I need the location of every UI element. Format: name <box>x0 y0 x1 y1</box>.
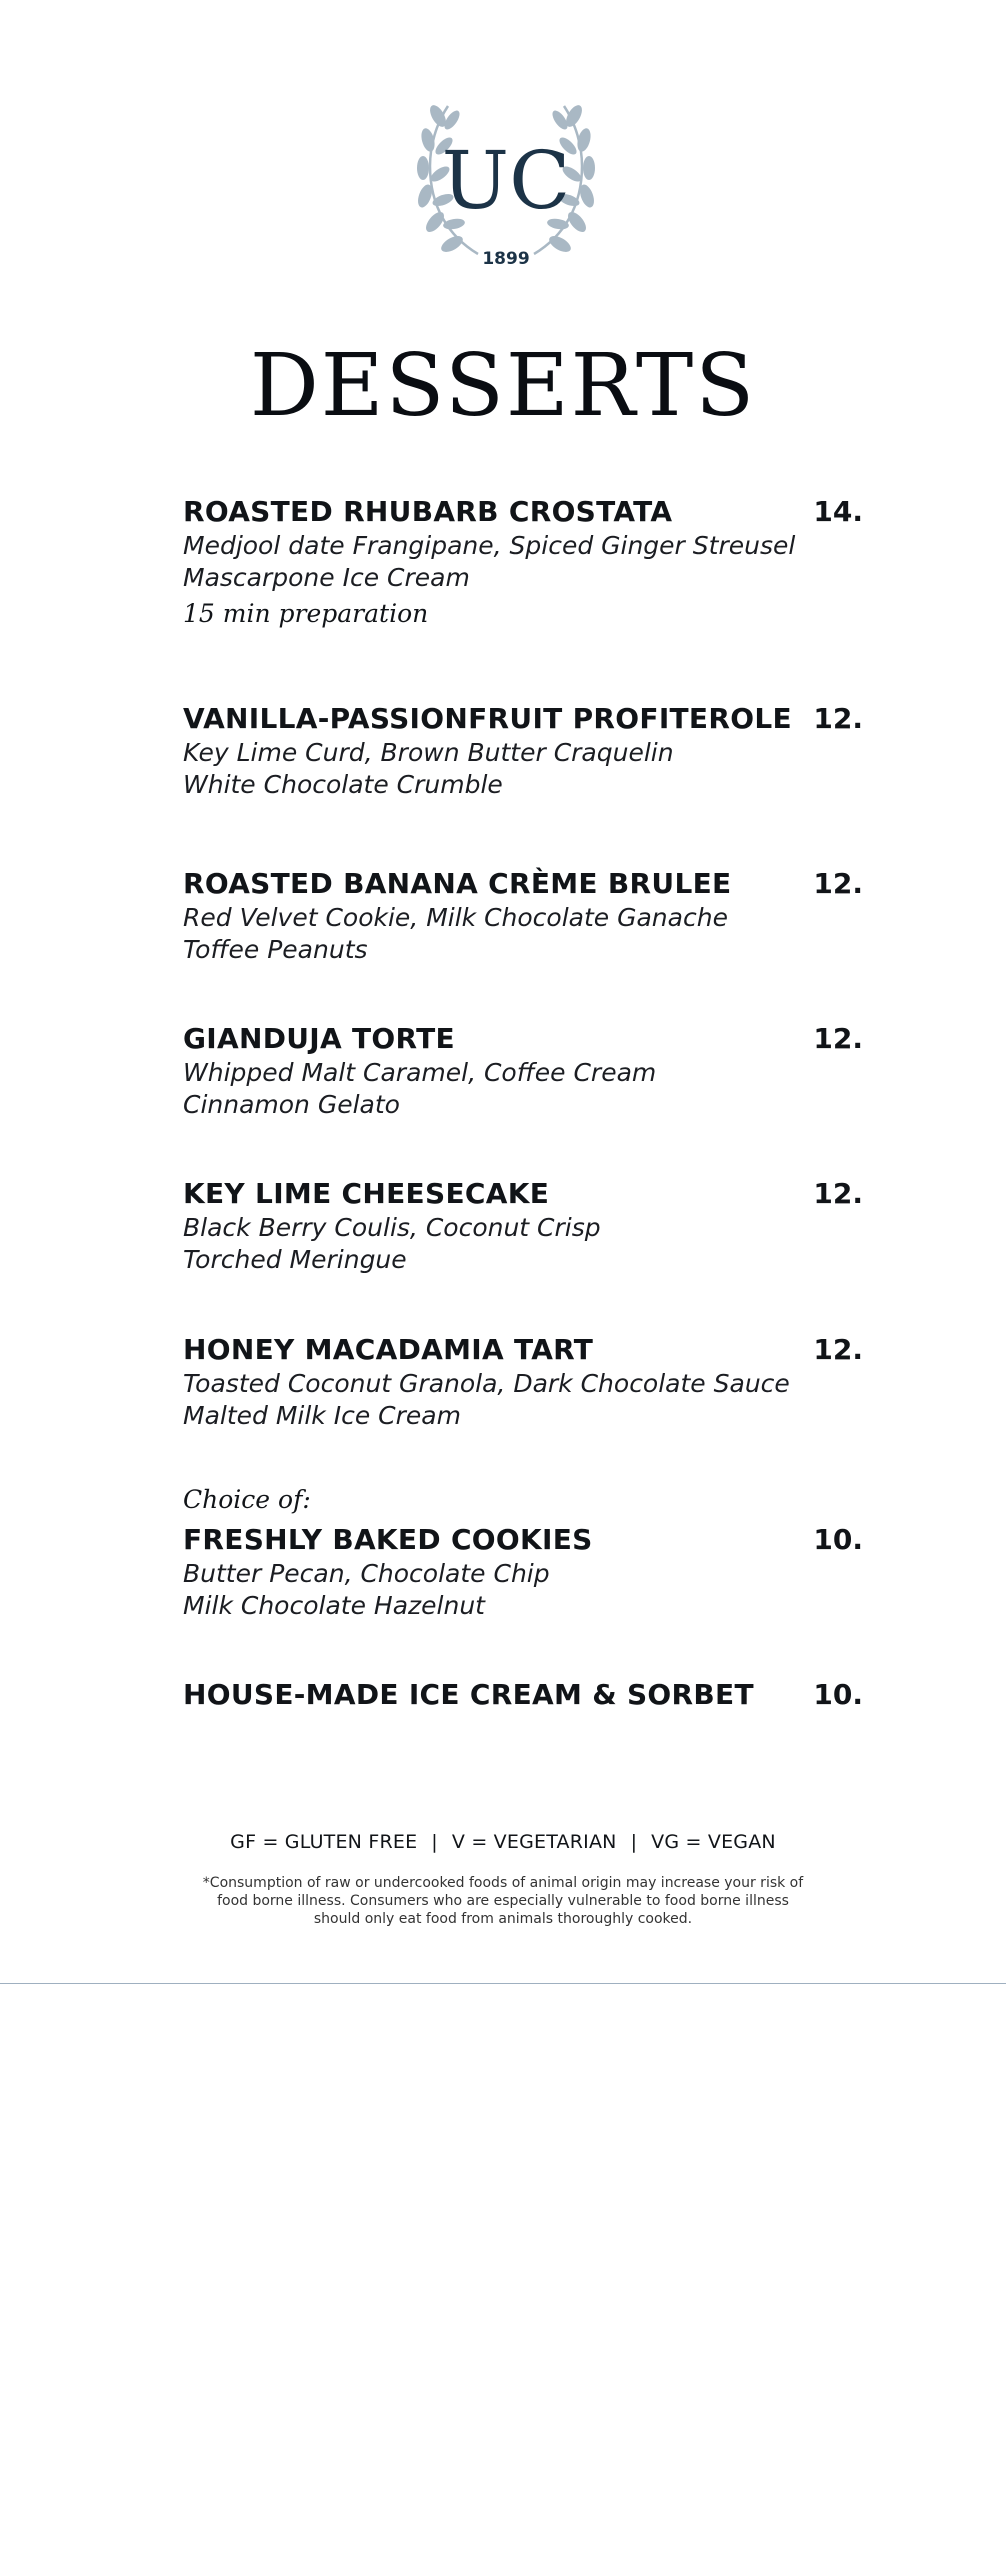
item-description: Butter Pecan, Chocolate Chip <box>183 1559 550 1588</box>
item-price: 12. <box>813 1333 863 1366</box>
food-safety-disclaimer: *Consumption of raw or undercooked foods of animal origin may increase your risk of food borne illness. Consumers who are especially vulnerable to food borne illness should only eat food from animals thoroughly cooked. <box>202 1875 804 1927</box>
laurel-wreath-logo <box>408 96 604 276</box>
item-description: Black Berry Coulis, Coconut Crisp <box>183 1213 601 1242</box>
item-description: Key Lime Curd, Brown Butter Craquelin <box>183 738 674 767</box>
item-price: 10. <box>813 1678 863 1711</box>
legend-separator: | <box>431 1831 438 1853</box>
item-description: Red Velvet Cookie, Milk Chocolate Ganache <box>183 903 728 932</box>
item-name: KEY LIME CHEESECAKE <box>183 1177 550 1210</box>
choice-label: Choice of: <box>183 1485 311 1514</box>
legend-v: V = VEGETARIAN <box>451 1831 617 1853</box>
item-name: VANILLA-PASSIONFRUIT PROFITEROLE <box>183 702 792 735</box>
item-price: 14. <box>813 495 863 528</box>
item-name: HONEY MACADAMIA TART <box>183 1333 594 1366</box>
item-description: Cinnamon Gelato <box>183 1090 400 1119</box>
item-name: GIANDUJA TORTE <box>183 1022 455 1055</box>
page-title: DESSERTS <box>249 336 757 436</box>
menu-item <box>183 1522 863 1622</box>
item-description: Mascarpone Ice Cream <box>183 563 470 592</box>
item-price: 12. <box>813 1022 863 1055</box>
menu-item <box>183 866 863 966</box>
menu-item <box>183 701 863 801</box>
item-description: Malted Milk Ice Cream <box>183 1401 461 1430</box>
monogram: UC <box>441 134 571 227</box>
divider-line <box>0 1983 1006 1984</box>
item-price: 12. <box>813 867 863 900</box>
item-price: 12. <box>813 702 863 735</box>
dietary-legend <box>0 1828 1006 1856</box>
logo <box>408 96 604 276</box>
item-name: HOUSE-MADE ICE CREAM & SORBET <box>183 1678 754 1711</box>
menu-item <box>183 1332 863 1432</box>
item-description: Medjool date Frangipane, Spiced Ginger Streusel <box>183 531 796 560</box>
legend-vg: VG = VEGAN <box>651 1831 776 1853</box>
item-price: 12. <box>813 1177 863 1210</box>
item-note: 15 min preparation <box>183 599 429 628</box>
item-description: Torched Meringue <box>183 1245 407 1274</box>
item-name: FRESHLY BAKED COOKIES <box>183 1523 593 1556</box>
item-description: Toasted Coconut Granola, Dark Chocolate Sauce <box>183 1369 790 1398</box>
menu-item <box>183 1677 863 1713</box>
legend-gf: GF = GLUTEN FREE <box>230 1831 418 1853</box>
founding-year: 1899 <box>482 249 530 269</box>
item-description: Whipped Malt Caramel, Coffee Cream <box>183 1058 657 1087</box>
item-name: ROASTED BANANA CRÈME BRULEE <box>183 867 732 900</box>
menu-item <box>183 494 863 634</box>
menu-item <box>183 1176 863 1276</box>
menu-item <box>183 1021 863 1121</box>
item-description: White Chocolate Crumble <box>183 770 503 799</box>
item-price: 10. <box>813 1523 863 1556</box>
item-description: Toffee Peanuts <box>183 935 368 964</box>
legend-separator: | <box>630 1831 638 1853</box>
item-description: Milk Chocolate Hazelnut <box>183 1591 485 1620</box>
item-name: ROASTED RHUBARB CROSTATA <box>183 495 673 528</box>
